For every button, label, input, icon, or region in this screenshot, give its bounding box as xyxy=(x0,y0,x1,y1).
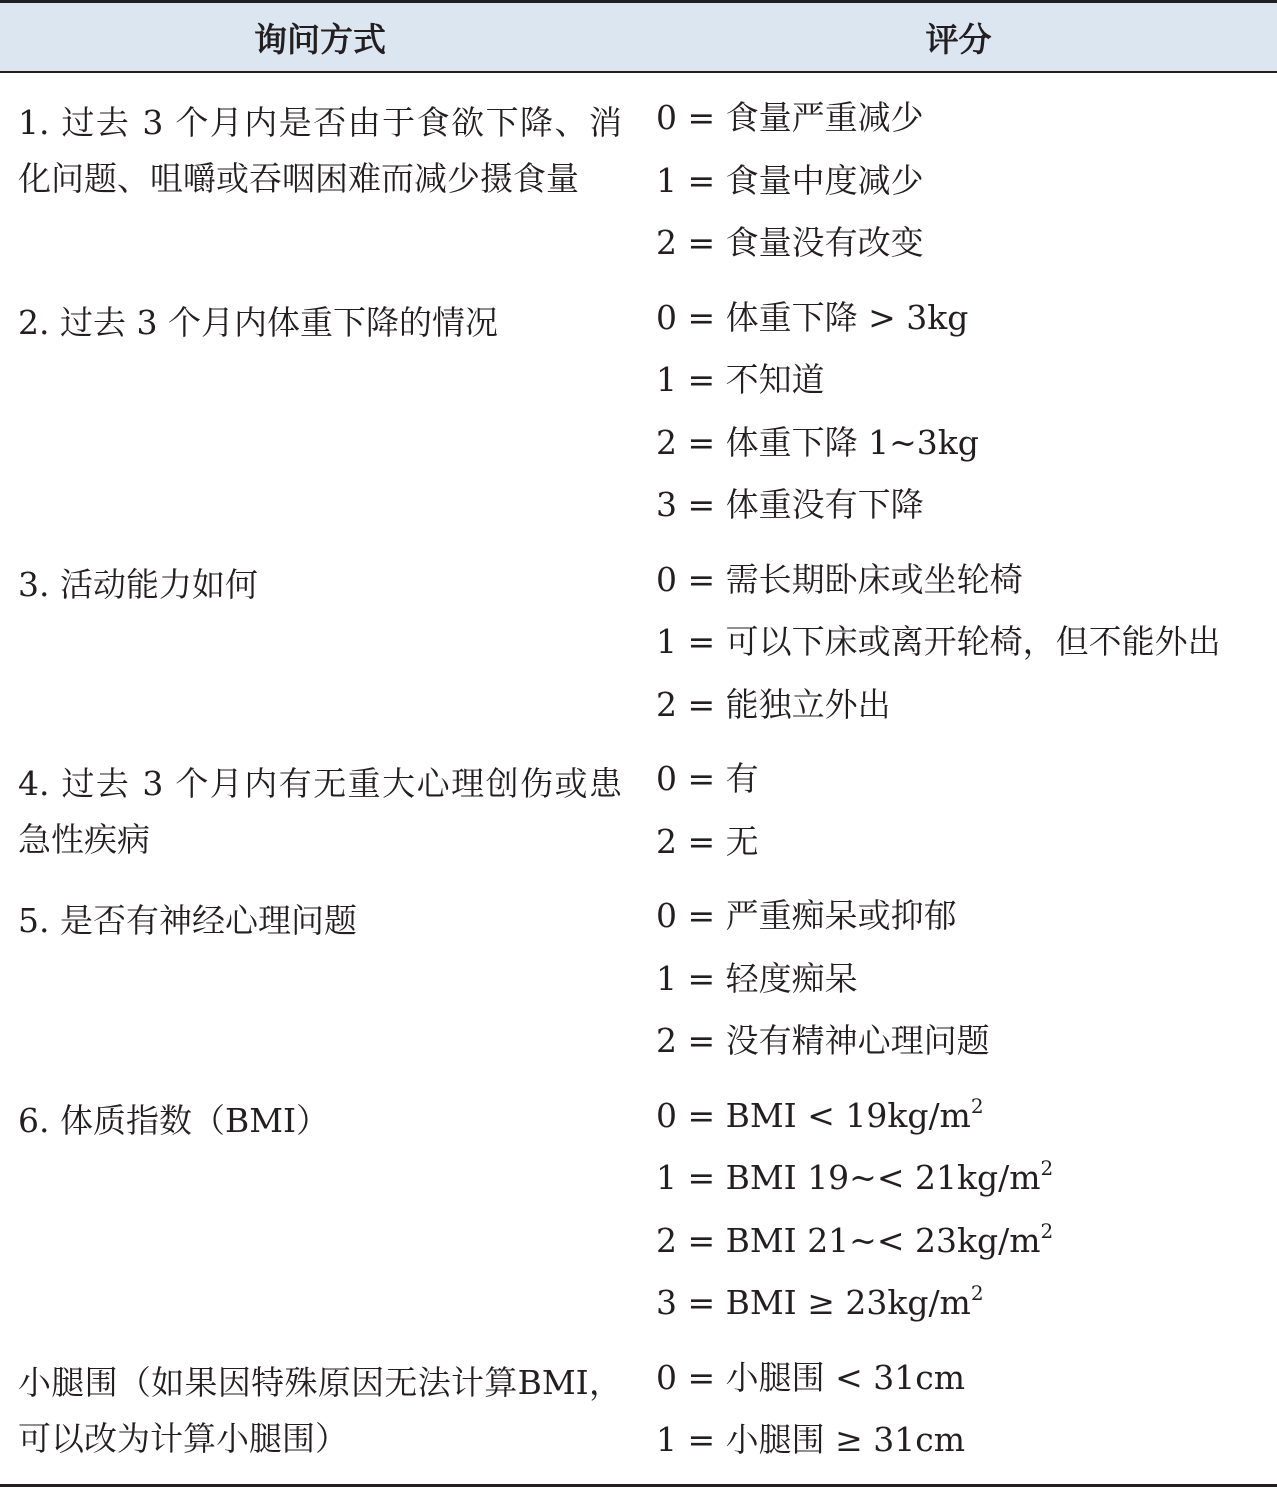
score-cell xyxy=(640,541,1277,741)
superscript: 2 xyxy=(1040,1218,1054,1243)
score-option-text: 0 = 食量严重减少 xyxy=(656,98,924,137)
score-option xyxy=(656,150,1267,213)
table-row xyxy=(0,1339,1277,1486)
score-option-text: 0 = BMI < 19kg/m xyxy=(656,1095,971,1135)
table-header xyxy=(0,2,1277,73)
score-option-text: 2 = 食量没有改变 xyxy=(656,223,924,262)
table-row xyxy=(0,279,1277,541)
score-cell xyxy=(640,877,1277,1077)
superscript: 2 xyxy=(970,1281,984,1305)
score-option-text: 1 = BMI 19~< 21kg/m xyxy=(656,1158,1041,1197)
table-row xyxy=(0,877,1277,1077)
score-option-text: 2 = 无 xyxy=(656,821,759,861)
score-cell xyxy=(640,740,1277,877)
score-option-text: 3 = 体重没有下降 xyxy=(656,485,924,524)
score-option xyxy=(656,549,1267,612)
score-option-text: 1 = 可以下床或离开轮椅，但不能外出 xyxy=(656,622,1221,661)
score-option-text: 0 = 严重痴呆或抑郁 xyxy=(656,896,957,935)
score-option-text: 0 = 有 xyxy=(656,759,759,798)
score-option-text: 2 = 能独立外出 xyxy=(656,684,891,724)
score-option xyxy=(656,1272,1267,1335)
score-option xyxy=(656,1210,1267,1273)
table-row xyxy=(0,541,1277,741)
score-option-text: 2 = 没有精神心理问题 xyxy=(656,1021,990,1060)
table-row xyxy=(0,740,1277,877)
score-option xyxy=(656,1085,1267,1148)
score-cell xyxy=(640,1077,1277,1339)
score-option-text: 0 = 体重下降 > 3kg xyxy=(656,297,969,337)
score-option xyxy=(656,212,1267,275)
score-option xyxy=(656,1147,1267,1210)
score-option xyxy=(656,811,1267,874)
question-cell: 1. 过去 3 个月内是否由于食欲下降、消化问题、咀嚼或吞咽困难而减少摄食量 xyxy=(18,103,622,198)
score-option xyxy=(656,349,1267,412)
table-body xyxy=(0,72,1277,1485)
score-option xyxy=(656,611,1267,674)
score-option-text: 1 = 小腿围 ≥ 31cm xyxy=(656,1420,966,1459)
score-option-text: 3 = BMI ≥ 23kg/m xyxy=(656,1283,971,1322)
score-option xyxy=(656,412,1267,475)
header-score: 评分 xyxy=(640,2,1277,73)
question-cell: 3. 活动能力如何 xyxy=(18,564,258,604)
score-option xyxy=(656,287,1267,350)
question-cell: 小腿围（如果因特殊原因无法计算BMI，可以改为计算小腿围） xyxy=(0,1339,640,1486)
score-option xyxy=(656,1010,1267,1073)
question-cell: 6. 体质指数（BMI） xyxy=(18,1100,330,1140)
score-cell xyxy=(640,279,1277,541)
score-option-text: 1 = 不知道 xyxy=(656,360,825,399)
header-question: 询问方式 xyxy=(0,2,640,73)
score-option xyxy=(656,1409,1267,1472)
score-option xyxy=(656,1347,1267,1410)
table-row xyxy=(0,1077,1277,1339)
score-option-text: 2 = 体重下降 1~3kg xyxy=(656,422,979,462)
question-cell: 4. 过去 3 个月内有无重大心理创伤或患急性疾病 xyxy=(18,764,622,859)
header-row xyxy=(0,2,1277,73)
score-option-text: 1 = 轻度痴呆 xyxy=(656,958,858,998)
superscript: 2 xyxy=(970,1093,984,1118)
score-option-text: 0 = 小腿围 < 31cm xyxy=(656,1357,966,1397)
score-option xyxy=(656,474,1267,537)
score-option-text: 2 = BMI 21~< 23kg/m xyxy=(656,1220,1041,1260)
score-option xyxy=(656,674,1267,737)
score-cell xyxy=(640,1339,1277,1486)
question-cell: 2. 过去 3 个月内体重下降的情况 xyxy=(18,302,498,342)
score-cell xyxy=(640,72,1277,279)
table-row xyxy=(0,72,1277,279)
score-option xyxy=(656,87,1267,150)
score-option-text: 0 = 需长期卧床或坐轮椅 xyxy=(656,559,1023,599)
score-option xyxy=(656,948,1267,1011)
score-option-text: 1 = 食量中度减少 xyxy=(656,160,924,200)
question-cell: 5. 是否有神经心理问题 xyxy=(18,901,357,940)
score-option xyxy=(656,748,1267,811)
superscript: 2 xyxy=(1040,1156,1054,1180)
score-option xyxy=(656,885,1267,948)
